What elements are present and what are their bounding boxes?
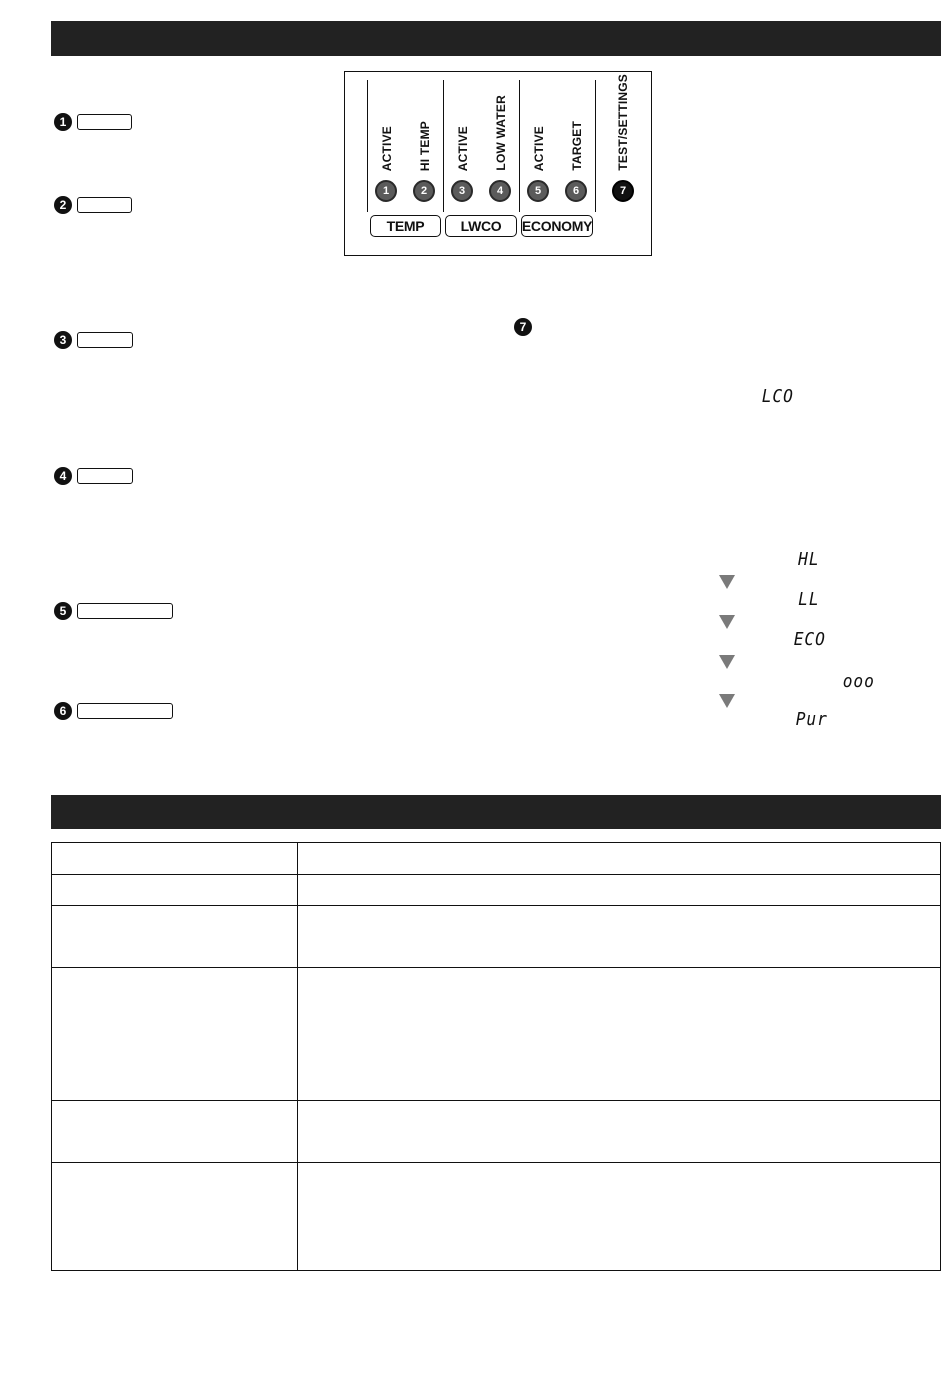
table-row xyxy=(52,875,941,906)
down-arrow-icon xyxy=(719,655,735,669)
display-code-pur: Pur xyxy=(795,709,828,730)
led-indicator-1: 1 xyxy=(375,180,397,202)
callout-number-7: 7 xyxy=(514,318,532,336)
group-label-lwco: LWCO xyxy=(445,215,517,237)
panel-divider xyxy=(595,80,596,212)
led-label-7: TEST/SETTINGS xyxy=(616,74,630,171)
display-code-eco: ECO xyxy=(793,629,826,650)
test-settings-button[interactable]: 7 xyxy=(612,180,634,202)
control-panel-diagram xyxy=(344,71,652,256)
led-label-5: ACTIVE xyxy=(532,125,546,171)
item-number-2: 2 xyxy=(54,196,72,214)
item-number-3: 3 xyxy=(54,331,72,349)
item-label-pill-5 xyxy=(77,603,173,619)
group-label-economy: ECONOMY xyxy=(521,215,593,237)
down-arrow-icon xyxy=(719,615,735,629)
item-number-1: 1 xyxy=(54,113,72,131)
led-label-4: LOW WATER xyxy=(494,95,508,171)
table-row xyxy=(52,906,941,968)
display-code-ll: LL xyxy=(798,589,820,610)
display-code-hl: HL xyxy=(798,549,820,570)
section-header-bar-top xyxy=(51,21,941,56)
display-code-ooo: ooo xyxy=(842,671,875,692)
table-row xyxy=(52,968,941,1101)
panel-divider xyxy=(519,80,520,212)
led-indicator-5: 5 xyxy=(527,180,549,202)
group-label-temp: TEMP xyxy=(370,215,441,237)
down-arrow-icon xyxy=(719,694,735,708)
item-label-pill-4 xyxy=(77,468,133,484)
info-table xyxy=(51,842,941,1271)
panel-divider xyxy=(443,80,444,212)
table-row xyxy=(52,1101,941,1163)
table-row xyxy=(52,1163,941,1271)
display-code-lco: LCO xyxy=(761,386,794,407)
led-indicator-4: 4 xyxy=(489,180,511,202)
item-label-pill-1 xyxy=(77,114,132,130)
led-label-1: ACTIVE xyxy=(380,125,394,171)
item-label-pill-3 xyxy=(77,332,133,348)
led-label-2: HI TEMP xyxy=(418,120,432,171)
led-indicator-6: 6 xyxy=(565,180,587,202)
item-number-4: 4 xyxy=(54,467,72,485)
led-indicator-2: 2 xyxy=(413,180,435,202)
led-label-6: TARGET xyxy=(570,121,584,171)
item-label-pill-2 xyxy=(77,197,132,213)
item-label-pill-6 xyxy=(77,703,173,719)
table-row xyxy=(52,843,941,875)
section-header-bar-bottom xyxy=(51,795,941,829)
panel-divider xyxy=(367,80,368,212)
item-number-6: 6 xyxy=(54,702,72,720)
down-arrow-icon xyxy=(719,575,735,589)
led-label-3: ACTIVE xyxy=(456,125,470,171)
item-number-5: 5 xyxy=(54,602,72,620)
led-indicator-3: 3 xyxy=(451,180,473,202)
